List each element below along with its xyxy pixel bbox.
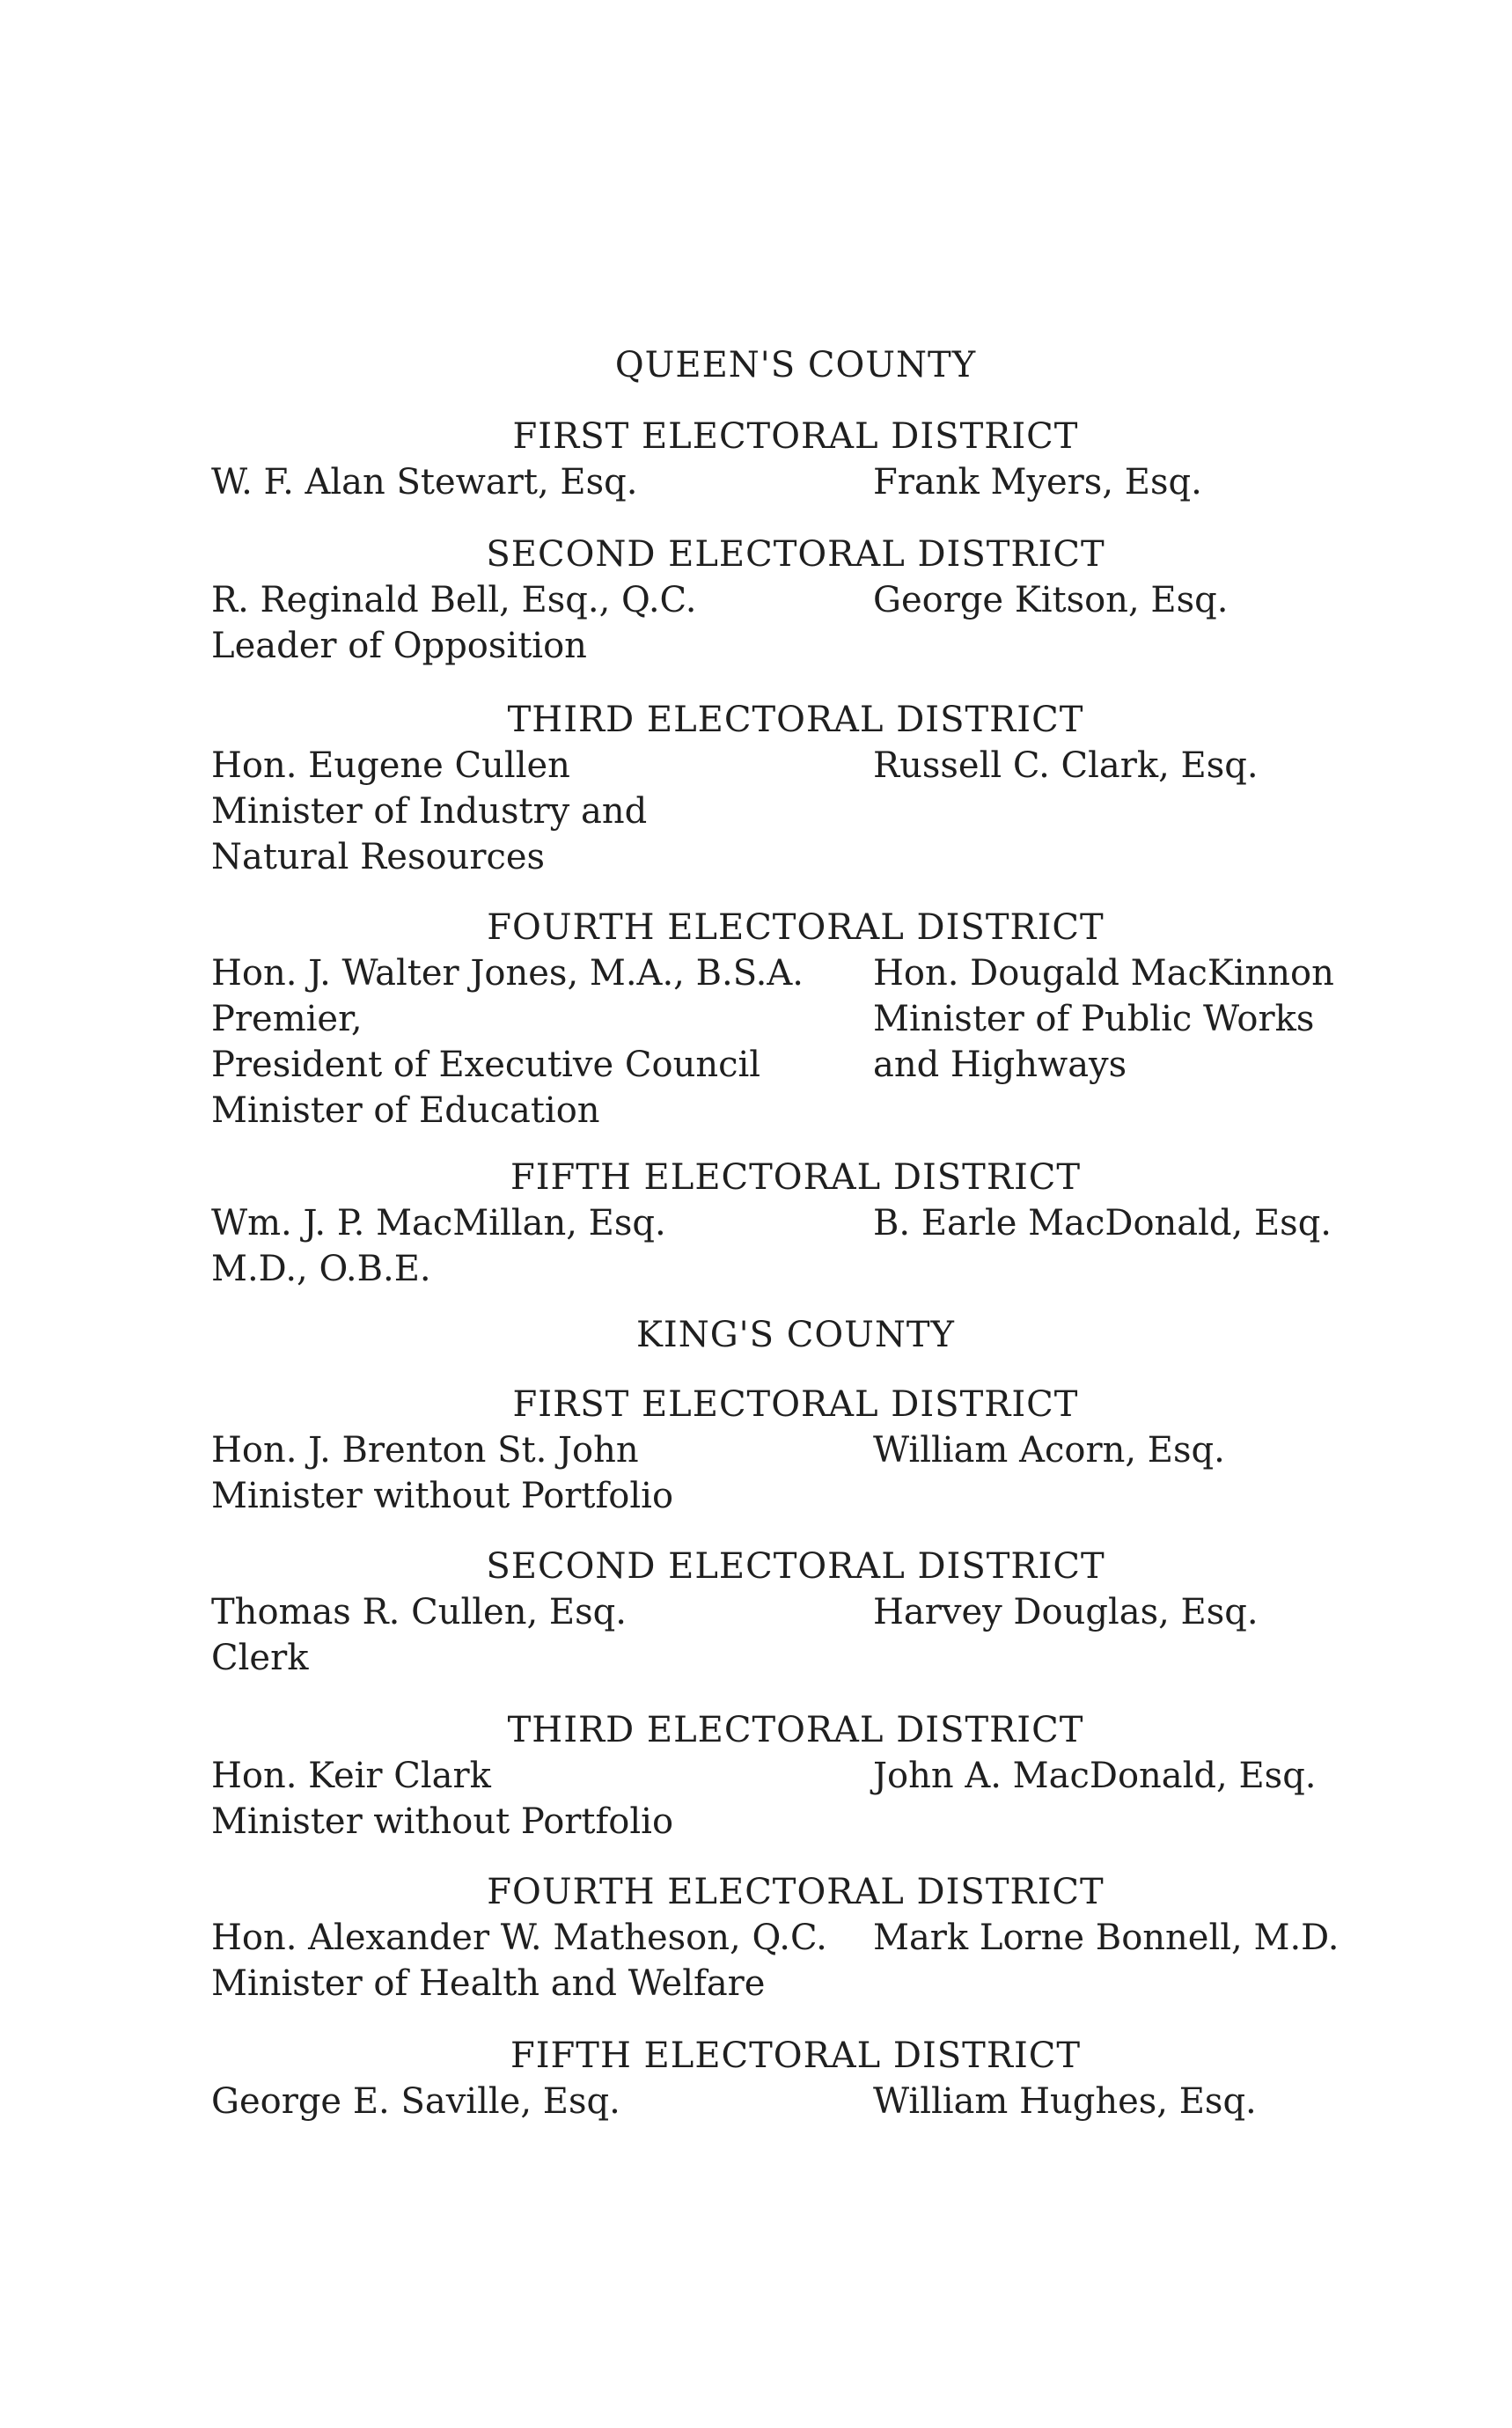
member-line: Hon. Eugene Cullen — [211, 745, 570, 786]
district-kings-third — [0, 1707, 1512, 1842]
right-member-column — [873, 459, 1202, 505]
member-line: John A. MacDonald, Esq. — [873, 1756, 1317, 1796]
member-line: William Hughes, Esq. — [873, 2081, 1257, 2122]
member-line: Hon. J. Walter Jones, M.A., B.S.A. — [211, 953, 804, 994]
district-title: FIFTH ELECTORAL DISTRICT — [510, 1157, 1082, 1198]
member-line: George Kitson, Esq. — [873, 580, 1229, 620]
member-line: William Acorn, Esq. — [873, 1430, 1225, 1471]
left-member-column — [211, 2079, 620, 2124]
district-title: FOURTH ELECTORAL DISTRICT — [487, 1872, 1105, 1912]
member-line: President of Executive Council — [211, 1045, 761, 1085]
county-heading-queens: QUEEN'S COUNTY — [614, 345, 977, 385]
left-member-column — [211, 459, 637, 505]
district-title: FOURTH ELECTORAL DISTRICT — [487, 907, 1105, 948]
left-member-column — [211, 743, 647, 880]
member-line: and Highways — [873, 1045, 1127, 1085]
member-line: R. Reginald Bell, Esq., Q.C. — [211, 580, 697, 620]
member-line: Hon. Dougald MacKinnon — [873, 953, 1334, 994]
right-member-column — [873, 950, 1334, 1088]
district-kings-first — [0, 1382, 1512, 1516]
left-member-column — [211, 1589, 627, 1681]
member-line: Minister of Industry and — [211, 791, 648, 832]
member-line: Minister without Portfolio — [211, 1801, 674, 1842]
member-line: Frank Myers, Esq. — [873, 462, 1202, 502]
district-title: FIRST ELECTORAL DISTRICT — [512, 416, 1079, 457]
left-member-column — [211, 577, 696, 669]
left-member-column — [211, 1427, 673, 1519]
right-member-column — [873, 743, 1259, 789]
right-member-column — [873, 1589, 1259, 1635]
member-line: W. F. Alan Stewart, Esq. — [211, 462, 638, 502]
member-line: M.D., O.B.E. — [211, 1249, 431, 1289]
member-line: Clerk — [211, 1638, 309, 1678]
member-line: Mark Lorne Bonnell, M.D. — [873, 1918, 1340, 1958]
district-queens-first — [0, 414, 1512, 502]
left-member-column — [211, 1915, 827, 2006]
member-line: Hon. Keir Clark — [211, 1756, 491, 1796]
district-title: THIRD ELECTORAL DISTRICT — [507, 700, 1084, 740]
member-line: Wm. J. P. MacMillan, Esq. — [211, 1203, 666, 1243]
member-line: Harvey Douglas, Esq. — [873, 1592, 1259, 1632]
district-title: SECOND ELECTORAL DISTRICT — [486, 534, 1105, 575]
district-queens-fifth — [0, 1155, 1512, 1289]
member-line: Russell C. Clark, Esq. — [873, 745, 1259, 786]
right-member-column — [873, 577, 1228, 623]
member-line: Hon. J. Brenton St. John — [211, 1430, 639, 1471]
member-line: Minister of Health and Welfare — [211, 1963, 766, 2004]
member-line: Minister without Portfolio — [211, 1476, 674, 1516]
district-kings-fourth — [0, 1869, 1512, 2004]
left-member-column — [211, 950, 804, 1133]
right-member-column — [873, 1753, 1317, 1799]
district-kings-fifth — [0, 2033, 1512, 2122]
member-line: B. Earle MacDonald, Esq. — [873, 1203, 1332, 1243]
member-line: Thomas R. Cullen, Esq. — [211, 1592, 627, 1632]
left-member-column — [211, 1753, 673, 1845]
district-queens-second — [0, 532, 1512, 666]
district-title: SECOND ELECTORAL DISTRICT — [486, 1546, 1105, 1587]
member-line: Hon. Alexander W. Matheson, Q.C. — [211, 1918, 827, 1958]
county-heading-kings: KING'S COUNTY — [636, 1315, 955, 1355]
member-line: Natural Resources — [211, 837, 546, 877]
right-member-column — [873, 1200, 1332, 1246]
right-member-column — [873, 2079, 1257, 2124]
left-member-column — [211, 1200, 666, 1292]
district-kings-second — [0, 1544, 1512, 1678]
member-line: Minister of Public Works — [873, 999, 1315, 1039]
right-member-column — [873, 1915, 1340, 1961]
district-title: FIRST ELECTORAL DISTRICT — [512, 1384, 1079, 1425]
member-line: Premier, — [211, 999, 363, 1039]
member-line: Leader of Opposition — [211, 626, 587, 666]
district-title: FIFTH ELECTORAL DISTRICT — [510, 2036, 1082, 2076]
right-member-column — [873, 1427, 1225, 1473]
district-title: THIRD ELECTORAL DISTRICT — [507, 1710, 1084, 1750]
member-line: Minister of Education — [211, 1090, 600, 1131]
member-line: George E. Saville, Esq. — [211, 2081, 620, 2122]
district-queens-fourth — [0, 905, 1512, 1131]
district-queens-third — [0, 697, 1512, 877]
